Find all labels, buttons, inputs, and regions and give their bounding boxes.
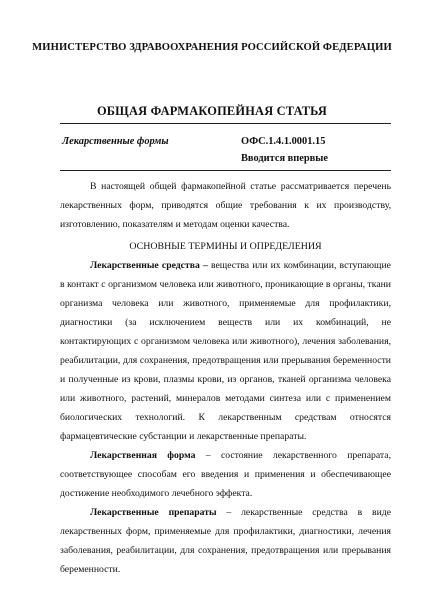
article-body [60, 177, 391, 579]
intro-paragraph: В настоящей общей фармакопейной статье рассматривается перечень лекарственных форм, приводятся общие требования к их производству, изготовлению, показателям и методам оценки качества. [60, 181, 391, 230]
bottom-rule [60, 170, 391, 171]
term-definition: – лекарственные средства в виде лекарственных форм, применяемые для профилактики, диагностики, лечения заболевания, реабилитации, для сохранения, предотвращения или прерывания беременности. [60, 507, 391, 575]
definition-paragraph [60, 256, 391, 446]
article-code: ОФС.1.4.1.0001.15 [241, 136, 326, 147]
term-definition: – состояние лекарственного препарата, соответствующее способам его введения и применения и обеспечивающее достижение необходимого лечебного эффекта. [60, 450, 392, 499]
term-label: Лекарственные средства – [90, 260, 208, 271]
definition-paragraph [60, 446, 391, 503]
article-subject: Лекарственные формы [62, 136, 169, 147]
term-label: Лекарственная форма [90, 450, 196, 461]
term-definition: вещества или их комбинации, вступающие в контакт с организмом человека или животного, проникающие в органы, ткани организма человека или животного, применяемые для профилактики, диагностики (за исключением веществ или их комбинаций, не контактирующих с организмом человека или животного), лечения заболевания, реабилитации, для сохранения, предотвращения или прерывания беременности и полученные из крови, плазмы крови, из органов, тканей организма человека или животного, растений, минералов методами синтеза или с применением биологических технологий. К лекарственным средствам относятся фармацевтические субстанции и лекарственные препараты. [60, 260, 391, 442]
top-rule [60, 123, 391, 124]
article-title: ОБЩАЯ ФАРМАКОПЕЙНАЯ СТАТЬЯ [96, 104, 328, 118]
section-heading: ОСНОВНЫЕ ТЕРМИНЫ И ОПРЕДЕЛЕНИЯ [129, 241, 322, 252]
term-label: Лекарственные препараты [90, 507, 217, 518]
definition-paragraph [60, 503, 391, 579]
article-status: Вводится впервые [241, 153, 328, 164]
ministry-heading: МИНИСТЕРСТВО ЗДРАВООХРАНЕНИЯ РОССИЙСКОЙ ФЕДЕРАЦИИ [32, 42, 392, 53]
